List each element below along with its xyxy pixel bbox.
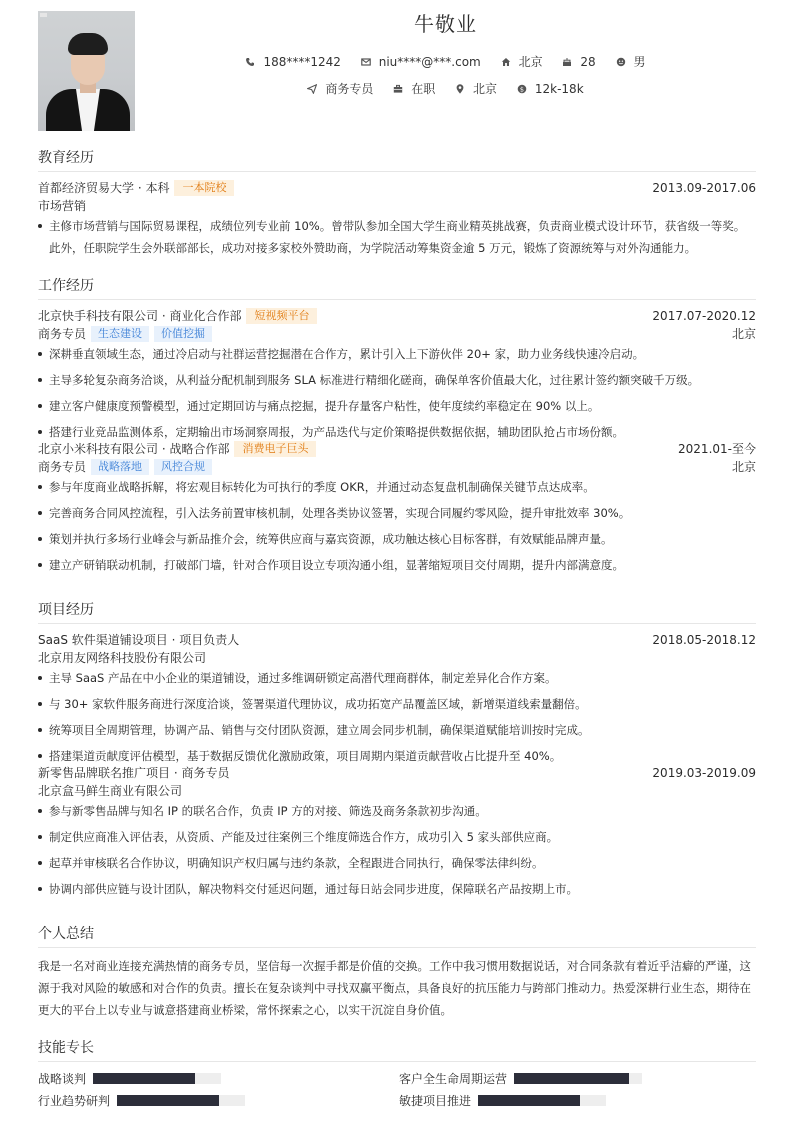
skills-section bbox=[38, 1039, 756, 1120]
company-name: 北京快手科技有限公司 · 商业化合作部 bbox=[38, 309, 242, 323]
status-item: 在职 bbox=[393, 80, 435, 97]
major: 市场营销 bbox=[38, 199, 87, 213]
work-bullets bbox=[38, 343, 756, 443]
school-badge: 一本院校 bbox=[174, 180, 234, 196]
list-item: 起草并审核联名合作协议，明确知识产权归属与违约条款，全程跟进合同执行，确保零法律纠纷。 bbox=[38, 852, 756, 874]
coin-icon bbox=[517, 84, 527, 94]
work-bullets bbox=[38, 476, 756, 576]
job-city: 北京 bbox=[731, 327, 756, 341]
send-icon bbox=[307, 84, 317, 94]
skill-bar-fill bbox=[93, 1073, 195, 1084]
phone-icon bbox=[245, 57, 255, 67]
email-item: niu****@***.com bbox=[361, 55, 481, 69]
list-item: 主导 SaaS 产品在中小企业的渠道铺设，通过多维调研锁定高潜代理商群体，制定差异化合作方案。 bbox=[38, 667, 756, 689]
company-badge: 消费电子巨头 bbox=[234, 441, 316, 457]
list-item: 策划并执行多场行业峰会与新品推介会，统筹供应商与嘉宾资源，成功触达核心目标客群，有效赋能品牌声量。 bbox=[38, 528, 756, 550]
list-item: 建立产研销联动机制，打破部门墙，针对合作项目设立专项沟通小组，显著缩短项目交付周期，提升内部满意度。 bbox=[38, 554, 756, 576]
list-item: 主导多轮复杂商务洽谈，从利益分配机制到服务 SLA 标准进行精细化磋商，确保单客价值最大化，过往累计签约额突破千万级。 bbox=[38, 369, 756, 391]
job-tag: 风控合规 bbox=[154, 459, 212, 475]
list-item: 完善商务合同风控流程，引入法务前置审核机制，处理各类协议签署，实现合同履约零风险，提升审批效率 30%。 bbox=[38, 502, 756, 524]
work-period: 2021.01-至今 bbox=[678, 442, 756, 456]
list-item: 参与新零售品牌与知名 IP 的联名合作，负责 IP 方的对接、筛选及商务条款初步沟通。 bbox=[38, 800, 756, 822]
home-icon bbox=[501, 57, 511, 67]
work-period: 2017.07-2020.12 bbox=[652, 309, 756, 323]
work-entry bbox=[38, 440, 756, 576]
list-item: 制定供应商准入评估表，从资质、产能及过往案例三个维度筛选合作方，成功引入 5 家头部供应商。 bbox=[38, 826, 756, 848]
education-period: 2013.09-2017.06 bbox=[652, 181, 756, 195]
job-intent-row bbox=[135, 80, 756, 97]
project-bullets bbox=[38, 800, 756, 900]
work-section bbox=[38, 277, 756, 576]
section-title: 技能专长 bbox=[38, 1039, 756, 1062]
project-name: 新零售品牌联名推广项目 · 商务专员 bbox=[38, 766, 230, 780]
mail-icon bbox=[361, 57, 371, 67]
skill-item bbox=[399, 1070, 642, 1088]
list-item: 深耕垂直领域生态，通过冷启动与社群运营挖掘潜在合作方，累计引入上下游伙伴 20+ 家，助力业务线快速冷启动。 bbox=[38, 343, 756, 365]
skill-item bbox=[38, 1070, 221, 1088]
skill-bar bbox=[514, 1073, 642, 1084]
education-section bbox=[38, 149, 756, 259]
list-item: 参与年度商业战略拆解，将宏观目标转化为可执行的季度 OKR，并通过动态复盘机制确保关键节点达成率。 bbox=[38, 476, 756, 498]
list-item: 搭建渠道贡献度评估模型，基于数据反馈优化激励政策，项目周期内渠道贡献营收占比提升至 40%。 bbox=[38, 745, 756, 767]
job-role: 商务专员 bbox=[38, 460, 87, 474]
skills-list bbox=[38, 1070, 756, 1120]
job-tag: 生态建设 bbox=[91, 326, 149, 342]
list-item: 与 30+ 家软件服务商进行深度洽谈，签署渠道代理协议，成功拓宽产品覆盖区域，新增渠道线索量翻倍。 bbox=[38, 693, 756, 715]
project-period: 2018.05-2018.12 bbox=[652, 633, 756, 647]
skill-name: 敏捷项目推进 bbox=[399, 1094, 472, 1108]
project-name: SaaS 软件渠道铺设项目 · 项目负责人 bbox=[38, 633, 240, 647]
face-icon bbox=[616, 57, 626, 67]
company-badge: 短视频平台 bbox=[246, 308, 317, 324]
position-item: 商务专员 bbox=[307, 80, 373, 97]
city-item: 北京 bbox=[455, 80, 497, 97]
skill-name: 战略谈判 bbox=[38, 1072, 87, 1086]
project-org: 北京用友网络科技股份有限公司 bbox=[38, 651, 207, 665]
skill-bar-fill bbox=[478, 1095, 580, 1106]
gender-item: 男 bbox=[616, 53, 646, 70]
job-tag: 战略落地 bbox=[91, 459, 149, 475]
age-item: 28 bbox=[562, 55, 595, 69]
project-entry bbox=[38, 764, 756, 900]
avatar-photo bbox=[38, 11, 135, 131]
skill-name: 行业趋势研判 bbox=[38, 1094, 111, 1108]
job-role: 商务专员 bbox=[38, 327, 87, 341]
section-title: 工作经历 bbox=[38, 277, 756, 300]
project-org: 北京盒马鲜生商业有限公司 bbox=[38, 784, 183, 798]
svg-text:$: $ bbox=[519, 85, 524, 94]
project-period: 2019.03-2019.09 bbox=[652, 766, 756, 780]
job-tag: 价值挖掘 bbox=[154, 326, 212, 342]
salary-item: $ 12k-18k bbox=[517, 82, 584, 96]
map-pin-icon bbox=[455, 84, 465, 94]
company-name: 北京小米科技有限公司 · 战略合作部 bbox=[38, 442, 230, 456]
work-entry bbox=[38, 307, 756, 443]
skill-bar bbox=[93, 1073, 221, 1084]
skill-item bbox=[38, 1092, 245, 1110]
skill-name: 客户全生命周期运营 bbox=[399, 1072, 508, 1086]
projects-section bbox=[38, 601, 756, 900]
job-city: 北京 bbox=[731, 460, 756, 474]
skill-bar-fill bbox=[514, 1073, 629, 1084]
location-item: 北京 bbox=[501, 53, 543, 70]
contact-row bbox=[135, 53, 756, 70]
skill-item bbox=[399, 1092, 606, 1110]
cake-icon bbox=[562, 57, 572, 67]
education-entry-head bbox=[38, 179, 756, 197]
project-bullets bbox=[38, 667, 756, 767]
list-item: 搭建行业竞品监测体系，定期输出市场洞察周报，为产品迭代与定价策略提供数据依据，辅助团队抢占市场份额。 bbox=[38, 421, 756, 443]
list-item: 建立客户健康度预警模型，通过定期回访与痛点挖掘，提升存量客户粘性，使年度续约率稳定在 90% 以上。 bbox=[38, 395, 756, 417]
section-title: 项目经历 bbox=[38, 601, 756, 624]
skill-bar-fill bbox=[117, 1095, 219, 1106]
list-item: 协调内部供应链与设计团队，解决物料交付延迟问题，通过每日站会同步进度，保障联名产品按期上市。 bbox=[38, 878, 756, 900]
section-title: 教育经历 bbox=[38, 149, 756, 172]
summary-text: 我是一名对商业连接充满热情的商务专员，坚信每一次握手都是价值的交换。工作中我习惯用数据说话，对合同条款有着近乎洁癖的严谨，这源于我对风险的敏感和对合作的负责。擅长在复杂谈判中寻找双赢平衡点，具备良好的抗压能力与跨部门推动力。热爱深耕行业生态，期待在更大的平台上以专业与诚意搭建商业桥梁，常怀探索之心，以实干沉淀自身价值。 bbox=[38, 959, 751, 1017]
summary-section bbox=[38, 925, 756, 1021]
section-title: 个人总结 bbox=[38, 925, 756, 948]
phone-item: 188****1242 bbox=[245, 55, 340, 69]
list-item: 统筹项目全周期管理，协调产品、销售与交付团队资源，建立周会同步机制，确保渠道赋能培训按时完成。 bbox=[38, 719, 756, 741]
education-description: 主修市场营销与国际贸易课程，成绩位列专业前 10%。曾带队参加全国大学生商业精英挑战赛，负责商业模式设计环节，获省级一等奖。此外，任职院学生会外联部部长，成功对接多家校外赞助商，为学院活动筹集资金逾 5 万元，锻炼了资源统筹与对外沟通能力。 bbox=[38, 215, 756, 259]
skill-bar bbox=[478, 1095, 606, 1106]
project-entry bbox=[38, 631, 756, 767]
candidate-name: 牛敬业 bbox=[414, 12, 477, 36]
briefcase-icon bbox=[393, 84, 403, 94]
school-name: 首都经济贸易大学 · 本科 bbox=[38, 181, 170, 195]
skill-bar bbox=[117, 1095, 245, 1106]
